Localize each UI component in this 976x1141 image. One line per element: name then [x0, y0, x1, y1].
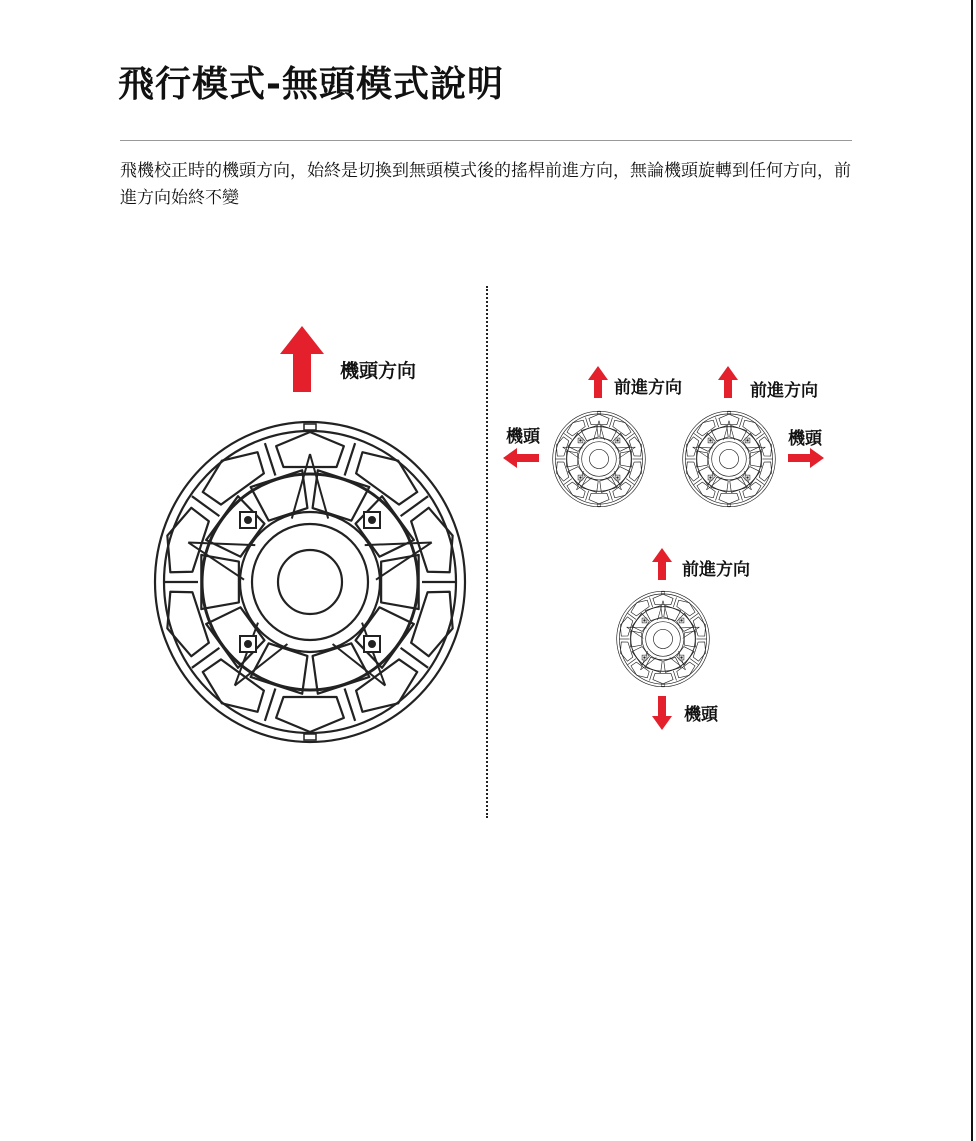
- forward-direction-label: 前進方向: [614, 378, 682, 398]
- drone-ball-large: [150, 418, 470, 746]
- drone-ball-small: [614, 590, 712, 688]
- head-arrow-right-icon: [788, 448, 824, 468]
- forward-arrow-up-icon: [718, 366, 738, 398]
- page-edge-line: [971, 0, 973, 1141]
- drone-ball-small: [680, 410, 778, 508]
- section-divider: [486, 286, 488, 818]
- forward-arrow-up-icon: [652, 548, 672, 580]
- head-arrow-down-icon: [652, 696, 672, 730]
- head-arrow-left-icon: [503, 448, 539, 468]
- page-description: 飛機校正時的機頭方向，始終是切換到無頭模式後的搖桿前進方向，無論機頭旋轉到任何方向，前進方向始終不變: [120, 161, 851, 208]
- head-label: 機頭: [788, 429, 822, 449]
- head-label: 機頭: [506, 427, 540, 447]
- head-label: 機頭: [684, 705, 718, 725]
- heading-direction-label: 機頭方向: [340, 360, 417, 382]
- forward-direction-label: 前進方向: [750, 381, 818, 401]
- page-title: 飛行模式-無頭模式說明: [118, 64, 504, 105]
- drone-ball-small: [550, 410, 648, 508]
- heading-arrow-up-icon: [280, 326, 324, 392]
- forward-arrow-up-icon: [588, 366, 608, 398]
- forward-direction-label: 前進方向: [682, 560, 750, 580]
- title-divider: [120, 140, 852, 141]
